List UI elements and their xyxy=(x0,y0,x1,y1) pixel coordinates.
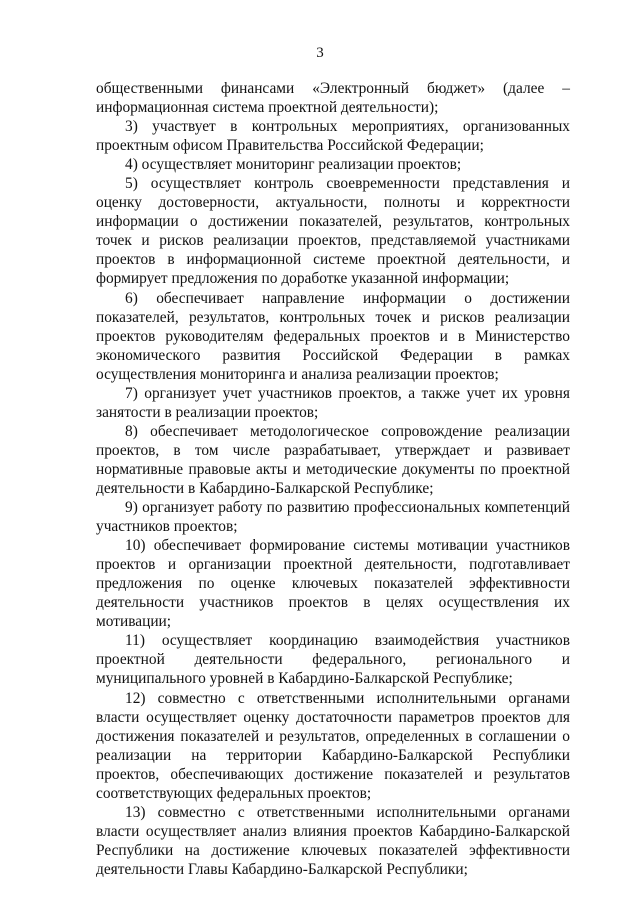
list-item-11: 11) осуществляет координацию взаимодействия участников проектной деятельности федерального, регионального и муниципального уровней в Кабардино-Балкарской Республике; xyxy=(96,632,570,688)
page-number: 3 xyxy=(316,45,324,61)
list-item-10: 10) обеспечивает формирование системы мотивации участников проектов и организации проектной деятельности, подготавливает предложения по оценке ключевых показателей эффективности деятельности участников проектов в целях осуществления их мотивации; xyxy=(96,537,570,631)
list-item-3: 3) участвует в контрольных мероприятиях, организованных проектным офисом Правительства Российской Федерации; xyxy=(96,118,570,155)
list-item-9: 9) организует работу по развитию профессиональных компетенций участников проектов; xyxy=(96,499,570,536)
list-item-12: 12) совместно с ответственными исполнительными органами власти осуществляет оценку достаточности параметров проектов для достижения показателей и результатов, определенных в соглашении о реализации на территории Кабардино-Балкарской Республики проектов, обеспечивающих достижение показателей и результатов соответствующих федеральных проектов; xyxy=(96,689,570,802)
document-body xyxy=(96,79,570,879)
list-item-13: 13) совместно с ответственными исполнительными органами власти осуществляет анализ влияния проектов Кабардино-Балкарской Республики на достижение ключевых показателей эффективности деятельности Главы Кабардино-Балкарской Республики; xyxy=(96,803,570,878)
list-item-5: 5) осуществляет контроль своевременности представления и оценку достоверности, актуальности, полноты и корректности информации о достижении показателей, результатов, контрольных точек и рисков реализации проектов, представляемой участниками проектов в информационной системе проектной деятельности, и формирует предложения по доработке указанной информации; xyxy=(96,175,570,288)
list-item-7: 7) организует учет участников проектов, а также учет их уровня занятости в реализации проектов; xyxy=(96,384,570,421)
list-item-8: 8) обеспечивает методологическое сопровождение реализации проектов, в том числе разрабатывает, утверждает и развивает нормативные правовые акты и методические документы по проектной деятельности в Кабардино-Балкарской Республике; xyxy=(96,422,570,497)
paragraph-continuation: общественными финансами «Электронный бюджет» (далее – информационная система проектной деятельности); xyxy=(96,80,570,117)
list-item-6: 6) обеспечивает направление информации о достижении показателей, результатов, контрольных точек и рисков реализации проектов руководителям федеральных проектов и в Министерство экономического развития Российской Федерации в рамках осуществления мониторинга и анализа реализации проектов; xyxy=(96,289,570,383)
list-item-4: 4) осуществляет мониторинг реализации проектов; xyxy=(125,156,462,174)
